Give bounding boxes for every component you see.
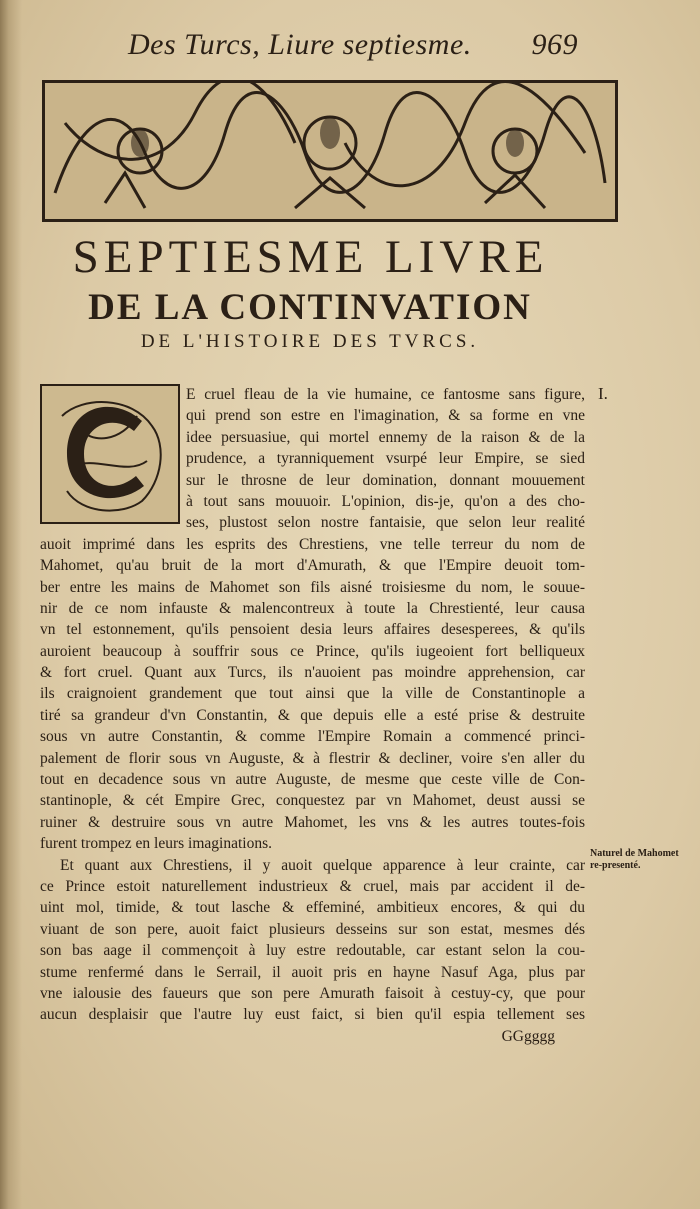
margin-section-number: I. [598, 384, 608, 403]
text-line: idee persuasiue, qui mortel ennemy de la raison & de la [186, 428, 585, 446]
text-line: & fort cruel. Quant aux Turcs, ils n'auoient pas moindre apprehension, car [40, 664, 585, 682]
catchword: GGgggg [501, 1027, 555, 1045]
body-text [40, 384, 585, 1047]
text-line: prudence, a tyranniquement vsurpé leur Empire, se sied [186, 450, 585, 468]
text-line: ses, plustost selon nostre fantaisie, que selon leur realité [186, 514, 585, 532]
text-line: Et quant aux Chrestiens, il y auoit quelque apparence à leur crainte, car [60, 856, 585, 874]
text-line: tiré sa grandeur d'vn Constantin, & que depuis elle a esté prise & destruite [40, 706, 585, 724]
text-line: vne ialousie des faueurs que son pere Amurath faisoit à cestuy-cy, que pour [40, 984, 585, 1002]
text-line: aucun desplaisir que l'autre luy eust faict, si bien qu'il espia tellement ses [40, 1006, 585, 1024]
text-line: ber entre les mains de Mahomet son fils aisné troisiesme du nom, le souue- [40, 578, 585, 596]
headpiece-engraving [45, 83, 615, 219]
book-title-line1: SEPTIESME LIVRE [72, 231, 549, 283]
text-line: qui prend son estre en l'imagination, & sa forme en vne [186, 407, 585, 425]
book-title-line2: DE LA CONTINVATION [88, 287, 532, 328]
text-line: son bas aage il commençoit à luy estre redoutable, car estant selon la cou- [40, 942, 585, 960]
text-line: auoit imprimé dans les esprits des Chrestiens, vne telle terreur du nom de [40, 535, 585, 553]
text-line: palement de florir sous vn Auguste, & à flestrir & decliner, voire s'en aller du [40, 749, 585, 767]
ornamental-headpiece [42, 80, 618, 222]
text-line: à tout sans mouuoir. L'opinion, dis-je, qu'on a des cho- [186, 492, 585, 510]
text-line: Mahomet, qu'au bruit de la mort d'Amurath, & que l'Empire deuoit tom- [40, 557, 585, 575]
book-title-line3: DE L'HISTOIRE DES TVRCS. [140, 331, 480, 352]
text-line: nir de ce nom infauste & malencontreux à toute la Chrestienté, leur causa [40, 599, 585, 617]
page-number: 969 [531, 28, 578, 61]
running-title: Des Turcs, Liure septiesme. [128, 28, 472, 61]
text-line: ils craignoient grandement que tout ainsi que la ville de Constantinople a [40, 685, 585, 703]
text-line: tout en decadence sous vn autre Auguste, de mesme que ceste ville de Con- [40, 771, 585, 789]
text-line: viuant de son pere, auoit faict plusieurs desseins sur son estat, mesmes dés [40, 920, 585, 938]
text-line: stantinople, & cét Empire Grec, conquestez par vn Mahomet, deust aussi se [40, 792, 585, 810]
text-line: furent trompez en leurs imaginations. [40, 835, 273, 853]
text-line: sous vn autre Constantin, & comme l'Empire Romain a commencé princi- [40, 728, 585, 746]
text-line: uint mol, timide, & tout lasche & effeminé, ambitieux encores, & qui du [40, 899, 585, 917]
binding-gutter [0, 0, 22, 1209]
text-line: stume renfermé dans le Serrail, il auoit pris en hayne Nasuf Aga, plus par [40, 963, 585, 981]
text-line: ruiner & destruire sous vn autre Mahomet, les vns & les autres toutes-fois [40, 813, 585, 831]
text-line: sur le throsne de leur domination, donnant mouuement [186, 471, 585, 489]
text-line: E cruel fleau de la vie humaine, ce fantosme sans figure, [186, 386, 585, 403]
margin-side-note: Naturel de Mahomet re-presenté. [590, 848, 679, 871]
running-head [128, 28, 578, 68]
text-line: auroient beaucoup à souffrir sous ce Prince, qu'ils iugeoient fort belliqueux [40, 642, 585, 660]
text-line: ce Prince estoit naturellement industrieux & cruel, mais par accident il de- [40, 877, 585, 895]
text-line: vn tel estonnement, qu'ils pensoient desia leurs affaires desesperees, & qu'ils [40, 621, 585, 639]
